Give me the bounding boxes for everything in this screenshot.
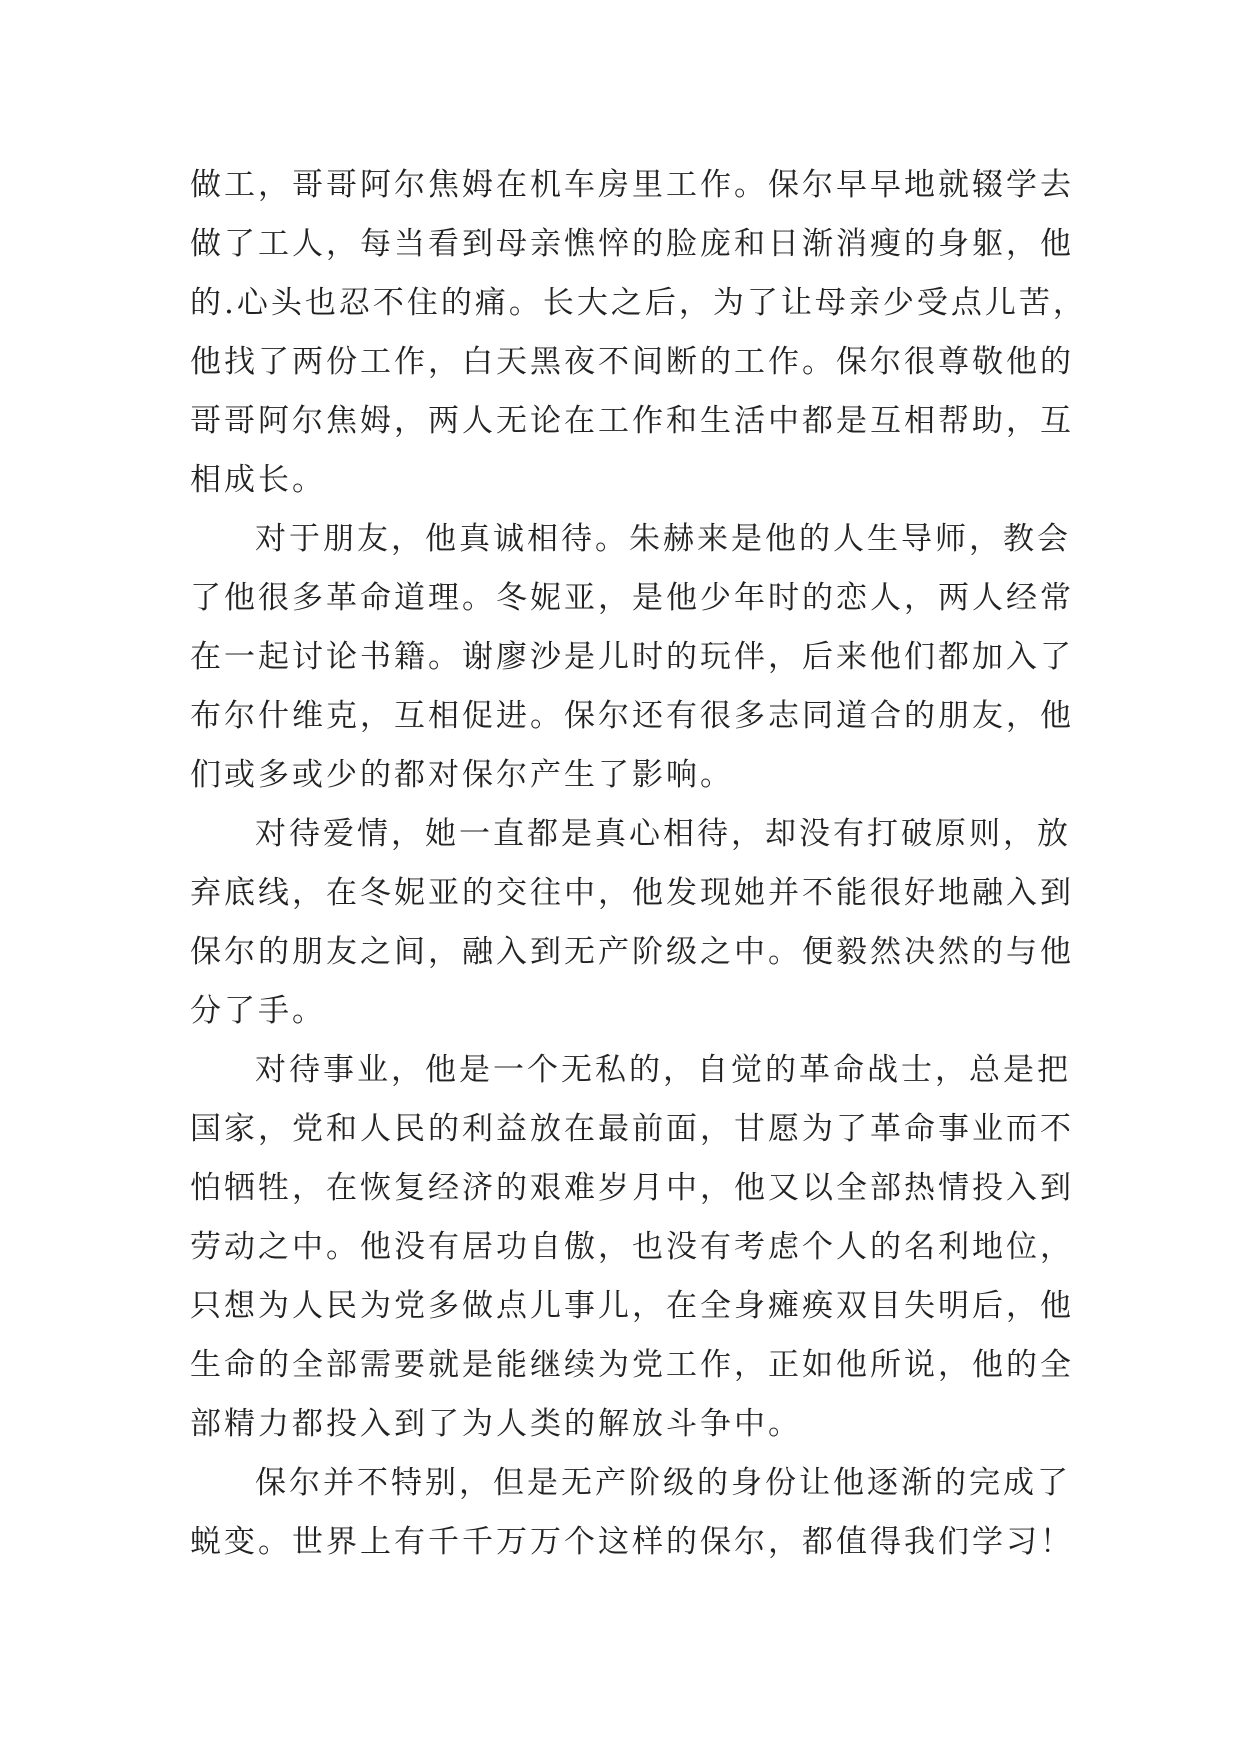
text-line: 劳动之中。他没有居功自傲，也没有考虑个人的名利地位， <box>190 1229 1074 1265</box>
text-line: 只想为人民为党多做点儿事儿，在全身瘫痪双目失明后，他 <box>190 1288 1074 1324</box>
text-line: 了他很多革命道理。冬妮亚，是他少年时的恋人，两人经常 <box>190 580 1074 616</box>
text-line: 哥哥阿尔焦姆，两人无论在工作和生活中都是互相帮助，互 <box>190 403 1074 439</box>
text-line: 部精力都投入到了为人类的解放斗争中。 <box>190 1406 802 1442</box>
text-line: 在一起讨论书籍。谢廖沙是儿时的玩伴，后来他们都加入了 <box>190 639 1074 675</box>
text-line: 相成长。 <box>190 462 326 498</box>
document-body <box>190 156 1087 1572</box>
text-line: 布尔什维克，互相促进。保尔还有很多志同道合的朋友，他 <box>190 698 1074 734</box>
paragraph-5 <box>190 1454 1074 1572</box>
text-line: 蜕变。世界上有千千万万个这样的保尔，都值得我们学习！ <box>190 1524 1074 1560</box>
paragraph-4 <box>190 1041 1074 1454</box>
text-line: 弃底线，在冬妮亚的交往中，他发现她并不能很好地融入到 <box>190 875 1074 911</box>
text-line: 保尔的朋友之间，融入到无产阶级之中。便毅然决然的与他 <box>190 934 1074 970</box>
text-line: 怕牺牲，在恢复经济的艰难岁月中，他又以全部热情投入到 <box>190 1170 1074 1206</box>
text-line: 做了工人，每当看到母亲憔悴的脸庞和日渐消瘦的身躯，他 <box>190 226 1074 262</box>
text-line: 做工，哥哥阿尔焦姆在机车房里工作。保尔早早地就辍学去 <box>190 167 1074 203</box>
text-line: 分了手。 <box>190 993 326 1029</box>
text-line: 对待事业，他是一个无私的，自觉的革命战士，总是把 <box>255 1052 1071 1088</box>
paragraph-3 <box>190 805 1074 1041</box>
text-line: 对于朋友，他真诚相待。朱赫来是他的人生导师，教会 <box>255 521 1071 557</box>
text-line: 他找了两份工作，白天黑夜不间断的工作。保尔很尊敬他的 <box>190 344 1074 380</box>
text-line: 国家，党和人民的利益放在最前面，甘愿为了革命事业而不 <box>190 1111 1074 1147</box>
text-line: 对待爱情，她一直都是真心相待，却没有打破原则，放 <box>255 816 1071 852</box>
text-line: 保尔并不特别，但是无产阶级的身份让他逐渐的完成了 <box>255 1465 1071 1501</box>
paragraph-1 <box>190 156 1087 510</box>
text-line: 生命的全部需要就是能继续为党工作，正如他所说，他的全 <box>190 1347 1074 1383</box>
text-line: 们或多或少的都对保尔产生了影响。 <box>190 757 734 793</box>
paragraph-2 <box>190 510 1074 805</box>
text-line: 的.心头也忍不住的痛。长大之后，为了让母亲少受点儿苦， <box>190 285 1087 321</box>
